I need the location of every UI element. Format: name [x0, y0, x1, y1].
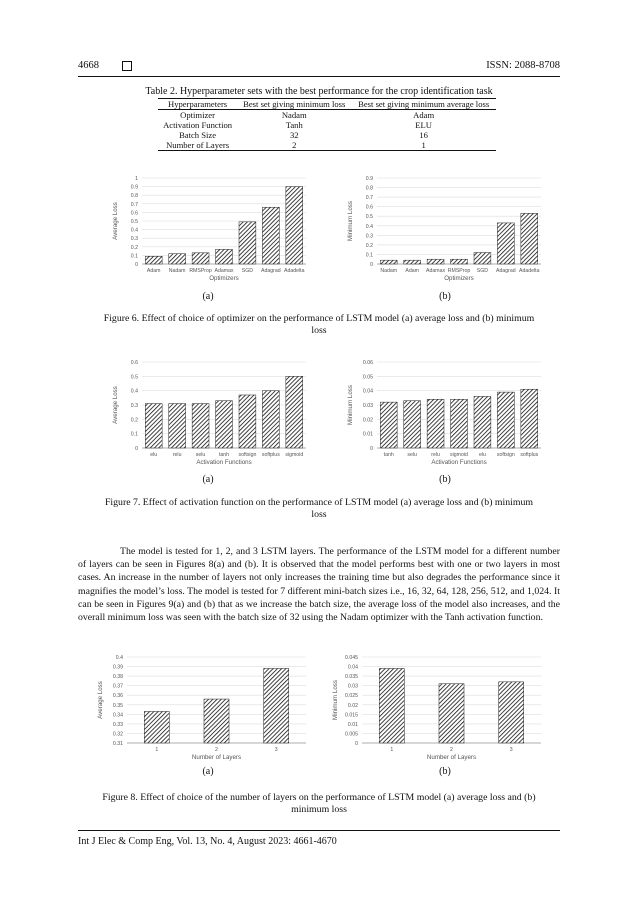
- table-cell: Activation Function: [163, 120, 233, 130]
- bar-sgd: [239, 222, 256, 264]
- x-tick-label: Adadelta: [284, 268, 305, 274]
- y-tick-label: 0.5: [130, 219, 138, 225]
- y-tick-label: 0.3: [365, 233, 373, 240]
- table-cell: Optimizer: [180, 110, 215, 120]
- y-tick-label: 0.06: [362, 360, 373, 366]
- bar-1: [379, 668, 404, 743]
- x-axis-label: Number of Layers: [191, 754, 242, 761]
- bar-relu: [427, 399, 444, 448]
- y-tick-label: 0.4: [365, 223, 373, 230]
- body-paragraph: [78, 545, 560, 624]
- bar-2: [439, 684, 464, 743]
- y-tick-label: 0.7: [365, 195, 373, 202]
- y-tick-label: 0.32: [112, 731, 123, 738]
- x-tick-label: 2: [215, 747, 218, 753]
- bar-selu: [192, 404, 209, 448]
- table-header-row: [158, 99, 496, 110]
- y-tick-label: 0.03: [362, 403, 373, 409]
- table-cell: 32: [289, 130, 299, 140]
- x-axis-label: Optimizers: [209, 275, 239, 282]
- x-tick-label: softplus: [261, 452, 280, 458]
- x-tick-label: Adamax: [214, 268, 234, 274]
- x-tick-label: elu: [478, 452, 486, 458]
- y-tick-label: 0: [355, 741, 358, 747]
- x-axis-label: Optimizers: [444, 275, 474, 282]
- table-cell: Nadam: [281, 110, 307, 120]
- y-tick-label: 0.2: [130, 417, 138, 424]
- bar-adagrad: [497, 223, 514, 264]
- y-tick-label: 0.6: [130, 360, 138, 366]
- x-axis-label: Number of Layers: [426, 754, 477, 761]
- y-tick-label: 0.5: [130, 374, 138, 381]
- y-tick-label: 0.5: [365, 214, 373, 221]
- x-tick-label: Nadam: [168, 268, 186, 274]
- table-header-cell: Hyperparameters: [158, 99, 237, 110]
- x-axis-label: Activation Functions: [196, 459, 252, 466]
- header-rule: [78, 76, 560, 77]
- y-tick-label: 0.02: [362, 417, 373, 424]
- x-tick-label: sigmoid: [285, 452, 304, 458]
- x-tick-label: tanh: [218, 452, 230, 458]
- table-cell: 16: [419, 130, 428, 140]
- table-cell: Batch Size: [179, 130, 217, 140]
- table-cell: 2: [237, 140, 351, 151]
- bar-sigmoid: [286, 376, 303, 448]
- bar-2: [204, 699, 229, 743]
- page-header: [78, 60, 560, 76]
- chart-fig8b: [330, 651, 545, 769]
- x-tick-label: Adagrad: [261, 268, 281, 274]
- chart-fig6a: [110, 172, 310, 290]
- bar-softplus: [521, 389, 538, 448]
- y-tick-label: 0.1: [365, 252, 373, 259]
- bar-selu: [404, 401, 421, 448]
- chart-fig7b: [345, 356, 545, 474]
- y-tick-label: 0.01: [362, 431, 373, 438]
- x-tick-label: Adadelta: [519, 268, 540, 274]
- x-tick-label: relu: [172, 452, 182, 458]
- x-tick-label: elu: [150, 452, 158, 458]
- bar-adadelta: [286, 187, 303, 264]
- y-tick-label: 0: [135, 446, 138, 452]
- page-number: 4668: [78, 60, 99, 71]
- subfig-label-7a: (a): [202, 474, 214, 485]
- table-cell: 1: [351, 140, 496, 151]
- x-tick-label: Adam: [405, 268, 419, 274]
- x-tick-label: RMSProp: [189, 268, 212, 274]
- y-axis-label: Average Loss: [112, 386, 119, 424]
- y-tick-label: 0.1: [130, 253, 138, 260]
- bar-rmsprop: [451, 259, 468, 264]
- bar-3: [264, 668, 289, 743]
- y-tick-label: 0.4: [130, 388, 138, 395]
- bar-adamax: [216, 249, 233, 264]
- x-tick-label: 3: [509, 747, 513, 753]
- x-tick-label: tanh: [383, 452, 394, 458]
- y-tick-label: 0.31: [112, 741, 123, 747]
- bar-3: [499, 682, 524, 743]
- hyperparameter-table: [158, 98, 496, 151]
- y-tick-label: 0.1: [130, 431, 138, 438]
- y-tick-label: 0.04: [362, 388, 373, 395]
- x-axis-label: Activation Functions: [431, 459, 487, 466]
- x-tick-label: 1: [390, 747, 394, 753]
- table-cell: Adam: [413, 110, 435, 120]
- x-tick-label: SGD: [241, 268, 254, 274]
- x-tick-label: sigmoid: [450, 452, 468, 458]
- y-axis-label: Average Loss: [97, 681, 104, 719]
- bar-elu: [145, 404, 162, 448]
- y-axis-label: Minimum Loss: [332, 680, 339, 720]
- y-tick-label: 0.39: [112, 664, 123, 671]
- y-tick-label: 0.34: [112, 712, 123, 719]
- bar-1: [144, 711, 169, 743]
- y-tick-label: 0.33: [112, 721, 123, 728]
- y-tick-label: 0.03: [347, 683, 358, 690]
- y-tick-label: 0.7: [130, 201, 138, 208]
- y-tick-label: 0.9: [130, 184, 138, 191]
- footer-rule: [78, 830, 560, 831]
- figure-8-caption: Figure 8. Effect of choice of the number of layers on the performance of LSTM model (a) average loss and (b) minimum loss: [102, 792, 536, 815]
- y-tick-label: 0.35: [112, 702, 123, 709]
- y-tick-label: 0.045: [345, 655, 358, 661]
- y-tick-label: 0.38: [112, 674, 123, 681]
- x-tick-label: selu: [195, 452, 206, 458]
- subfig-label-6a: (a): [202, 291, 214, 302]
- x-tick-label: softsign: [496, 452, 515, 458]
- y-tick-label: 0.3: [130, 236, 138, 243]
- y-tick-label: 0.035: [345, 674, 358, 681]
- table-row: [158, 120, 496, 130]
- x-tick-label: Adam: [146, 268, 161, 274]
- bar-elu: [474, 396, 491, 448]
- y-tick-label: 0.6: [365, 204, 373, 211]
- y-tick-label: 0.005: [345, 731, 358, 738]
- table-cell: ELU: [415, 120, 433, 130]
- y-tick-label: 0: [370, 262, 373, 268]
- chart-fig8a: [95, 651, 310, 769]
- y-tick-label: 0.02: [347, 702, 358, 709]
- bar-adagrad: [262, 207, 279, 264]
- y-tick-label: 0.6: [130, 210, 138, 217]
- bar-nadam: [380, 260, 397, 264]
- y-tick-label: 0.2: [365, 242, 373, 249]
- subfig-label-7b: (b): [439, 474, 451, 485]
- table-row: [158, 130, 496, 140]
- x-tick-label: SGD: [476, 268, 489, 274]
- y-tick-label: 0.01: [347, 721, 358, 728]
- table-row: [158, 110, 496, 121]
- chart-fig7a: [110, 356, 310, 474]
- bar-adam: [404, 260, 421, 264]
- bar-sgd: [474, 253, 491, 264]
- table-header-cell: Best set giving minimum average loss: [351, 99, 496, 110]
- paragraph-text: The model is tested for 1, 2, and 3 LSTM layers. The performance of the LSTM model for a different number of layers can be seen in Figures 8(a) and (b). It is observed that the model performs best with one or two layers in most cases. An increase in the number of layers not only increases the training time but also degrades the performance since it magnifies the model’s loss. The model is tested for 7 different mini-batch sizes i.e., 16, 32, 64, 128, 256, 512, and 1,024. It can be seen in Figures 9(a) and (b) that as we increase the batch size, the average loss of the model also increases, and the overall minimum loss was seen with the batch size of 32 using the Nadam optimizer with the Tanh activation function.: [78, 546, 560, 624]
- y-tick-label: 0.4: [130, 227, 138, 234]
- issn: ISSN: 2088-8708: [486, 60, 560, 71]
- y-tick-label: 0.025: [345, 693, 358, 700]
- y-tick-label: 0.3: [130, 403, 138, 409]
- y-tick-label: 0: [135, 262, 138, 268]
- x-tick-label: 3: [274, 747, 278, 753]
- table-caption: Table 2. Hyperparameter sets with the best performance for the crop identification task: [145, 86, 493, 97]
- figure-7-caption: Figure 7. Effect of activation function on the performance of LSTM model (a) average loss and (b) minimum loss: [104, 497, 534, 520]
- x-tick-label: selu: [407, 452, 417, 458]
- x-tick-label: Adamax: [426, 268, 446, 274]
- square-icon: [122, 61, 132, 71]
- x-tick-label: Adagrad: [496, 268, 516, 274]
- y-tick-label: 0.05: [362, 374, 373, 381]
- bar-rmsprop: [192, 253, 209, 264]
- y-tick-label: 0.015: [345, 712, 358, 719]
- bar-softsign: [239, 395, 256, 448]
- bar-sigmoid: [451, 399, 468, 448]
- bar-tanh: [380, 402, 397, 448]
- chart-fig6b: [345, 172, 545, 290]
- y-tick-label: 0.9: [365, 176, 373, 182]
- x-tick-label: relu: [431, 452, 440, 458]
- bar-adam: [145, 256, 162, 264]
- bar-softplus: [262, 391, 279, 448]
- bar-tanh: [216, 401, 233, 448]
- x-tick-label: softplus: [520, 452, 539, 458]
- y-tick-label: 0.04: [347, 664, 358, 671]
- y-tick-label: 0.36: [112, 693, 123, 700]
- x-tick-label: 2: [450, 747, 453, 753]
- y-axis-label: Average Loss: [112, 202, 119, 240]
- subfig-label-8a: (a): [202, 766, 214, 777]
- y-axis-label: Minimum Loss: [347, 385, 354, 425]
- table-header-cell: Best set giving minimum loss: [237, 99, 351, 110]
- bar-relu: [169, 404, 186, 448]
- table-cell: Number of Layers: [158, 140, 237, 151]
- x-tick-label: Nadam: [380, 268, 398, 274]
- x-tick-label: RMSProp: [447, 268, 471, 274]
- y-tick-label: 0.8: [365, 185, 373, 192]
- table-cell: Tanh: [285, 120, 303, 130]
- bar-softsign: [497, 392, 514, 448]
- bar-adamax: [427, 259, 444, 264]
- page-footer: Int J Elec & Comp Eng, Vol. 13, No. 4, August 2023: 4661-4670: [78, 836, 337, 847]
- y-tick-label: 0.37: [112, 683, 123, 690]
- y-tick-label: 0.8: [130, 193, 138, 200]
- bar-nadam: [169, 254, 186, 264]
- y-tick-label: 0.4: [115, 655, 123, 661]
- subfig-label-6b: (b): [439, 291, 451, 302]
- y-axis-label: Minimum Loss: [347, 201, 354, 241]
- x-tick-label: softsign: [238, 452, 257, 458]
- y-tick-label: 1: [135, 176, 138, 182]
- y-tick-label: 0.2: [130, 244, 138, 251]
- bar-adadelta: [521, 213, 538, 264]
- y-tick-label: 0: [370, 446, 373, 452]
- x-tick-label: 1: [155, 747, 159, 753]
- table-row: [158, 140, 496, 151]
- subfig-label-8b: (b): [439, 766, 451, 777]
- figure-6-caption: Figure 6. Effect of choice of optimizer on the performance of LSTM model (a) average loss and (b) minimum loss: [103, 313, 535, 336]
